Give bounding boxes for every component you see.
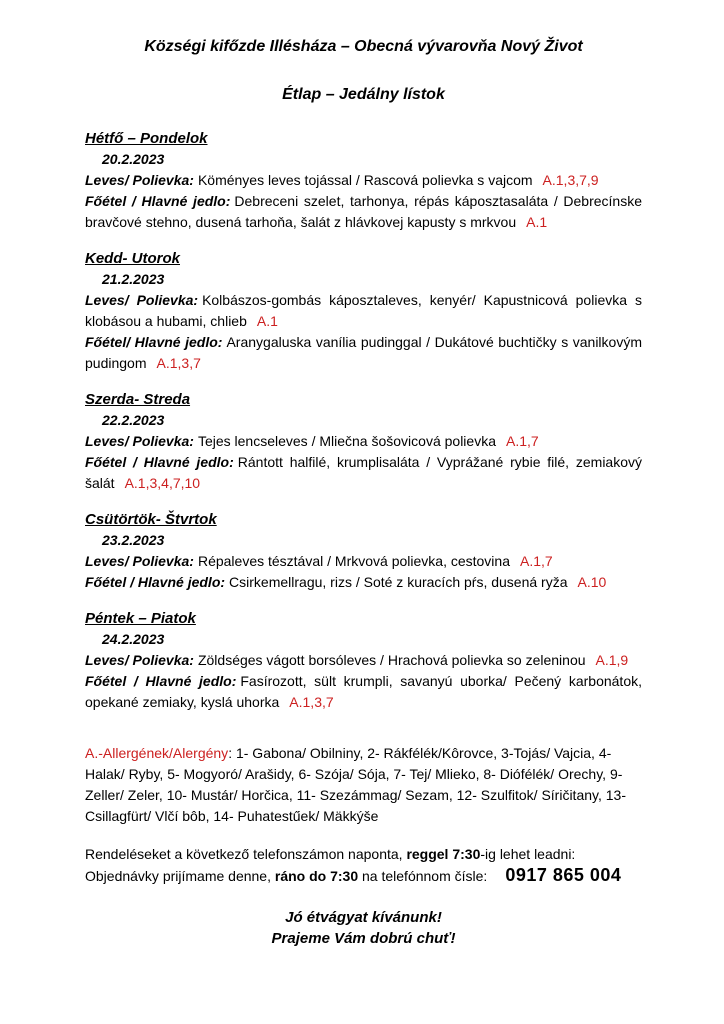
day-section-friday [85, 608, 642, 713]
soup-text: Répaleves tésztával / Mrkvová polievka, cestovina [197, 553, 510, 569]
main-text: Debreceni szelet, tarhonya, répás káposztasaláta / Debrecínske bravčové stehno, dusená tarhoňa, šalát z hlávkovej kapusty s mrkvou [85, 193, 642, 230]
soup-line [85, 290, 642, 332]
allergen-legend-list: : 1- Gabona/ Obilniny, 2- Rákfélék/Kôrovce, 3-Tojás/ Vajcia, 4- Halak/ Ryby, 5- Mogyoró/ Arašidy, 6- Szója/ Sója, 7- Tej/ Mlieko, 8- Diófélék/ Orechy, 9- Zeller/ Zeler, 10- Mustár/ Horčica, 11- Szezámmag/ Sezam, 12- Szulfitok/ Síričitany, 13- Csillagfürt/ Vlčí bôb, 14- Puhatestűek/ Mäkkýše [85, 745, 626, 824]
allergen-legend-label: A.-Allergének/Alergény [85, 745, 229, 761]
day-heading [85, 248, 642, 269]
main-label: Főétel / Hlavné jedlo: [85, 454, 234, 470]
soup-label: Leves/ Polievka: [85, 292, 199, 308]
main-line [85, 572, 642, 593]
main-text: Fasírozott, sült krumpli, savanyú uborka/ Pečený karbonátok, opekané zemiaky, kyslá uhorka [85, 673, 642, 710]
main-label: Főétel / Hlavné jedlo: [85, 673, 237, 689]
soup-label: Leves/ Polievka: [85, 652, 194, 668]
phone-number: 0917 865 004 [505, 865, 622, 885]
main-allergen-codes: A.1,3,7 [289, 694, 334, 710]
day-heading [85, 509, 642, 530]
day-section-tuesday [85, 248, 642, 374]
allergen-legend [85, 743, 642, 827]
soup-allergen-codes: A.1,7 [506, 433, 539, 449]
main-label: Főétel / Hlavné jedlo: [85, 574, 226, 590]
main-line [85, 332, 642, 374]
day-name: Szerda- Streda [85, 391, 191, 408]
soup-line [85, 170, 642, 191]
soup-text: Zöldséges vágott borsóleves / Hrachová polievka so zeleninou [197, 652, 586, 668]
day-name: Hétfő – Pondelok [85, 130, 208, 147]
soup-allergen-codes: A.1,3,7,9 [542, 172, 599, 188]
soup-label: Leves/ Polievka: [85, 433, 194, 449]
soup-text: Kolbászos-gombás káposztaleves, kenyér/ Kapustnicová polievka s klobásou a hubami, chlieb [85, 292, 643, 329]
ordering-info [85, 844, 642, 887]
main-line [85, 671, 642, 713]
closing-line-hu: Jó étvágyat kívánunk! [285, 909, 442, 926]
document-subtitle: Étlap – Jedálny lístok [282, 86, 445, 103]
ordering-line-hu [85, 844, 642, 865]
ordering-sk-suffix: na telefónnom čísle: [358, 868, 488, 884]
day-name: Péntek – Piatok [85, 610, 196, 627]
main-text: Aranygaluska vanília pudinggal / Dukátové buchtičky s vanilkovým pudingom [85, 334, 642, 371]
main-label: Főétel/ Hlavné jedlo: [85, 334, 223, 350]
ordering-hu-suffix: -ig lehet leadni: [480, 846, 576, 862]
day-name: Csütörtök- Štvrtok [85, 511, 217, 528]
ordering-sk-text: Objednávky prijímame denne, [85, 868, 275, 884]
soup-line [85, 650, 642, 671]
day-date: 22.2.2023 [102, 412, 165, 428]
day-heading [85, 608, 642, 629]
main-allergen-codes: A.1,3,4,7,10 [124, 475, 201, 491]
closing-line-sk: Prajeme Vám dobrú chuť! [271, 930, 456, 947]
soup-text: Köményes leves tojással / Rascová polievka s vajcom [197, 172, 533, 188]
soup-label: Leves/ Polievka: [85, 553, 194, 569]
main-text: Csirkemellragu, rizs / Soté z kuracích pŕs, dusená ryža [229, 574, 568, 590]
day-name: Kedd- Utorok [85, 250, 180, 267]
soup-line [85, 551, 642, 572]
day-date: 20.2.2023 [102, 151, 165, 167]
main-text: Rántott halfilé, krumplisaláta / Vyprážané rybie filé, zemiakový šalát [85, 454, 643, 491]
main-label: Főétel / Hlavné jedlo: [85, 193, 231, 209]
closing-wishes [85, 907, 642, 949]
soup-allergen-codes: A.1,9 [595, 652, 629, 668]
day-section-wednesday [85, 389, 642, 494]
ordering-hu-deadline: reggel 7:30 [406, 846, 481, 862]
day-date: 24.2.2023 [102, 631, 165, 647]
soup-line [85, 431, 642, 452]
main-line [85, 191, 642, 233]
main-allergen-codes: A.1 [526, 214, 548, 230]
day-heading [85, 389, 642, 410]
day-heading [85, 128, 642, 149]
day-section-monday [85, 128, 642, 233]
main-allergen-codes: A.10 [577, 574, 607, 590]
day-date: 21.2.2023 [102, 271, 165, 287]
main-line [85, 452, 642, 494]
soup-allergen-codes: A.1 [256, 313, 278, 329]
ordering-line-sk [85, 865, 642, 887]
soup-text: Tejes lencseleves / Mliečna šošovicová polievka [197, 433, 496, 449]
soup-allergen-codes: A.1,7 [520, 553, 553, 569]
ordering-hu-text: Rendeléseket a következő telefonszámon naponta, [85, 846, 407, 862]
ordering-sk-deadline: ráno do 7:30 [274, 868, 359, 884]
day-date: 23.2.2023 [102, 532, 165, 548]
soup-label: Leves/ Polievka: [85, 172, 194, 188]
day-section-thursday [85, 509, 642, 593]
document-title: Községi kifőzde Illésháza – Obecná vývarovňa Nový Život [144, 38, 583, 55]
main-allergen-codes: A.1,3,7 [156, 355, 201, 371]
